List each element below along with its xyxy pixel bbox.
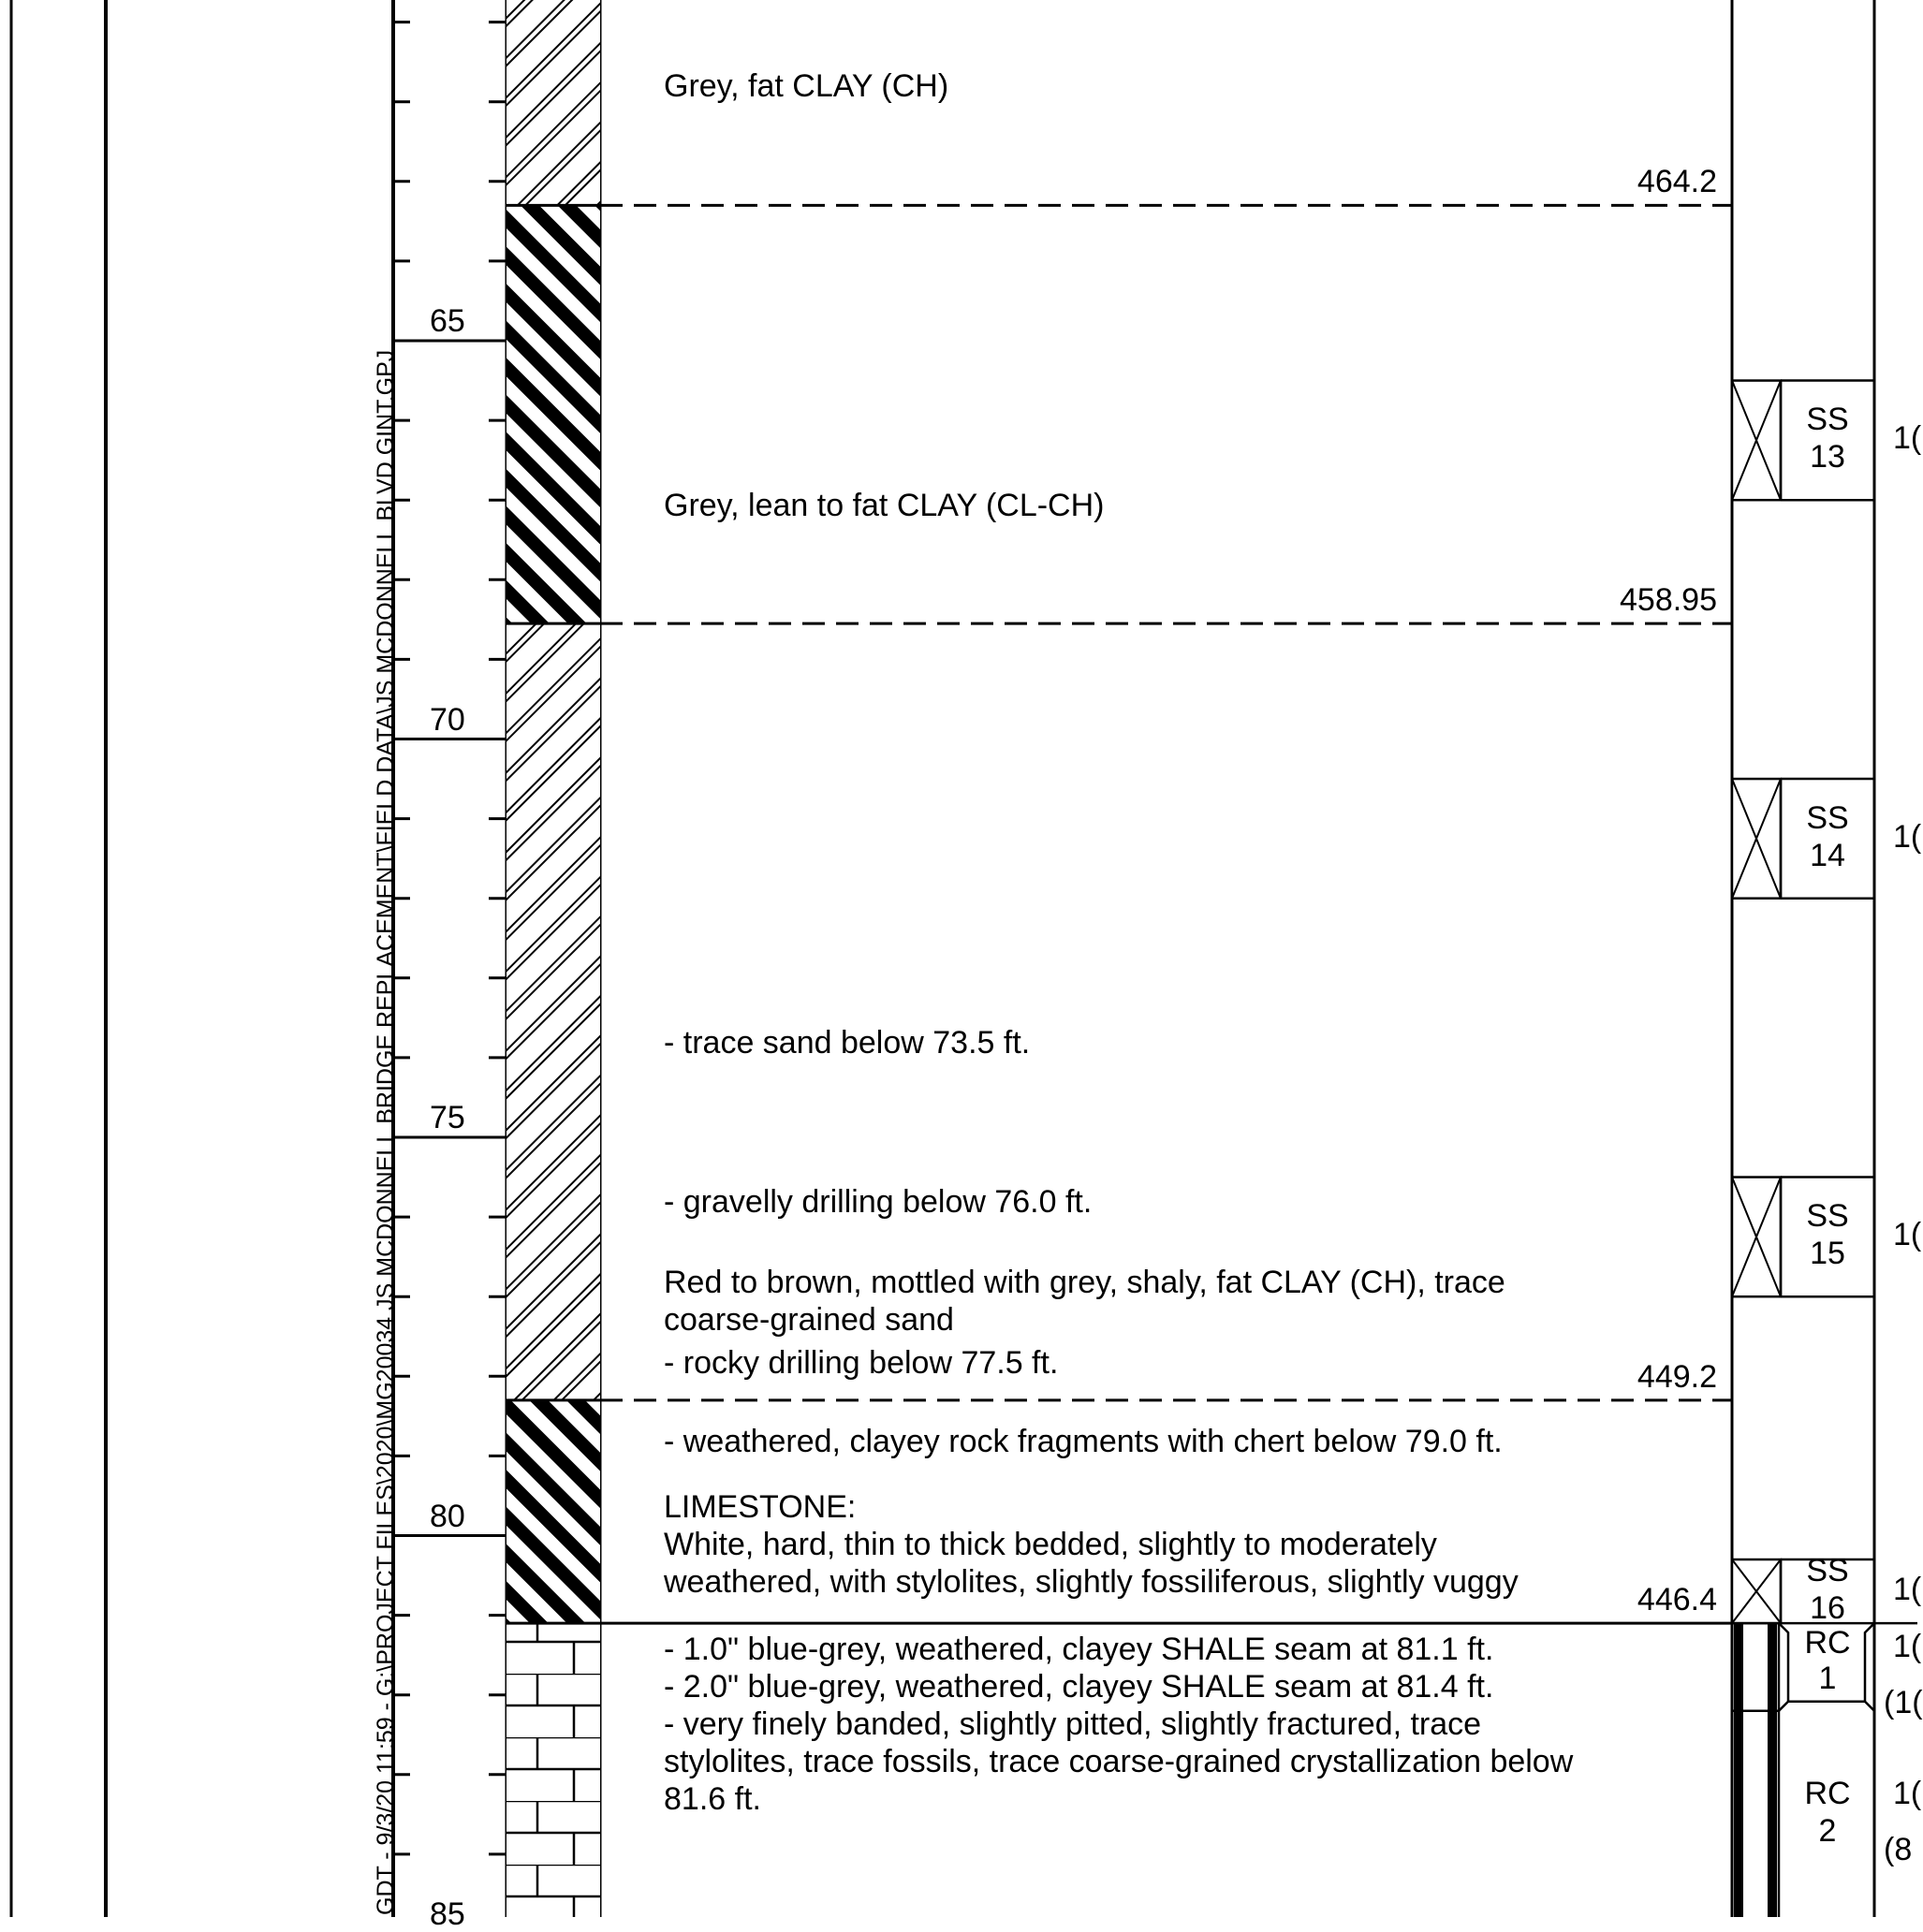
sample-recovery-cutoff-rc-1: 1(: [1893, 1628, 1922, 1664]
rc-core-bar-a-2: [1734, 1711, 1743, 1917]
sample-recovery-cutoff-ss-13: 1(: [1893, 420, 1922, 457]
desc-shale-seam-1: - 1.0" blue-grey, weathered, clayey SHALE seam at 81.1 ft.: [664, 1632, 1494, 1667]
elevation-label-0: 464.2: [1637, 164, 1717, 200]
sample-number: 15: [1810, 1236, 1845, 1272]
depth-label-75: 75: [430, 1100, 465, 1135]
desc-limestone-line2: weathered, with stylolites, slightly fossiliferous, slightly vuggy: [664, 1564, 1519, 1600]
stratum-fill-above: [506, 0, 600, 205]
elevation-label-2: 449.2: [1637, 1358, 1717, 1395]
sample-id-ss-15: [1781, 1197, 1874, 1272]
log-frame: [11, 0, 1874, 1917]
desc-banded-line1: - very finely banded, slightly pitted, slightly fractured, trace: [664, 1706, 1482, 1742]
sample-id-ss-13: [1781, 401, 1874, 476]
sample-rqd-cutoff-rc-2: (8: [1884, 1831, 1913, 1867]
stratum-fill-2: [506, 623, 600, 1400]
file-path-footer: GDT - 9/3/20 11:59 - G:\PROJECT FILES\2020\MG20034 JS MCDONNELL BRIDGE REPLACEMENT\FIELD DATA\JS MCDONNELL BLVD GINT.GPJ: [373, 349, 399, 1915]
sample-recovery-cutoff-ss-15: 1(: [1893, 1217, 1922, 1253]
sample-type: SS: [1806, 402, 1849, 438]
rc-core-bar-b-2: [1768, 1711, 1777, 1917]
depth-label-65: 65: [430, 303, 465, 339]
depth-label-80: 80: [430, 1498, 465, 1534]
elevation-label-1: 458.95: [1620, 582, 1717, 619]
strata-graphic-column: [506, 0, 1732, 1917]
stratum-fill-4: [506, 1623, 600, 1917]
depth-label-70: 70: [430, 701, 465, 738]
desc-limestone-line1: White, hard, thin to thick bedded, slightly to moderately: [664, 1527, 1437, 1562]
desc-shale-seam-2: - 2.0" blue-grey, weathered, clayey SHALE seam at 81.4 ft.: [664, 1669, 1494, 1705]
sample-id-rc-1: [1781, 1625, 1874, 1696]
desc-red-clay-line1: Red to brown, mottled with grey, shaly, fat CLAY (CH), trace: [664, 1265, 1505, 1300]
sample-number: 14: [1810, 837, 1845, 873]
sample-number: 16: [1810, 1590, 1845, 1627]
sample-number: 1: [1818, 1661, 1837, 1697]
sample-recovery-cutoff-ss-14: 1(: [1893, 818, 1922, 855]
sample-type: SS: [1806, 799, 1849, 836]
stratum-fill-1: [506, 205, 600, 623]
sample-type: SS: [1806, 1198, 1849, 1235]
desc-limestone-title: LIMESTONE:: [664, 1489, 857, 1525]
sample-id-ss-14: [1781, 799, 1874, 874]
elevation-label-3: 446.4: [1637, 1582, 1717, 1618]
desc-red-clay-line2: coarse-grained sand: [664, 1302, 954, 1338]
desc-rocky: - rocky drilling below 77.5 ft.: [664, 1345, 1059, 1381]
desc-banded-line3: 81.6 ft.: [664, 1781, 761, 1817]
sample-number: 13: [1810, 439, 1845, 476]
depth-label-85: 85: [430, 1896, 465, 1932]
sample-number: 2: [1818, 1812, 1837, 1849]
desc-trace-sand: - trace sand below 73.5 ft.: [664, 1025, 1031, 1061]
sample-id-ss-16: [1781, 1552, 1874, 1627]
sample-recovery-cutoff-ss-16: 1(: [1893, 1572, 1922, 1608]
sample-type: RC: [1804, 1625, 1851, 1661]
stratum-fill-3: [506, 1400, 600, 1623]
sample-recovery-cutoff-rc-2: 1(: [1893, 1775, 1922, 1811]
sample-rqd-cutoff-rc-1: (1(: [1884, 1684, 1923, 1720]
desc-gravelly: - gravelly drilling below 76.0 ft.: [664, 1184, 1093, 1220]
desc-weathered-rock: - weathered, clayey rock fragments with chert below 79.0 ft.: [664, 1424, 1503, 1459]
sample-id-rc-2: [1781, 1775, 1874, 1850]
desc-banded-line2: stylolites, trace fossils, trace coarse-grained crystallization below: [664, 1744, 1574, 1779]
desc-fat-clay: Grey, fat CLAY (CH): [664, 68, 949, 104]
depth-scale: [393, 22, 506, 1854]
desc-lean-fat-clay: Grey, lean to fat CLAY (CL-CH): [664, 488, 1105, 523]
rc-core-bar-b-1: [1768, 1623, 1777, 1711]
rc-core-bar-a-1: [1734, 1623, 1743, 1711]
sample-type: RC: [1804, 1775, 1851, 1811]
sample-type: SS: [1806, 1553, 1849, 1589]
